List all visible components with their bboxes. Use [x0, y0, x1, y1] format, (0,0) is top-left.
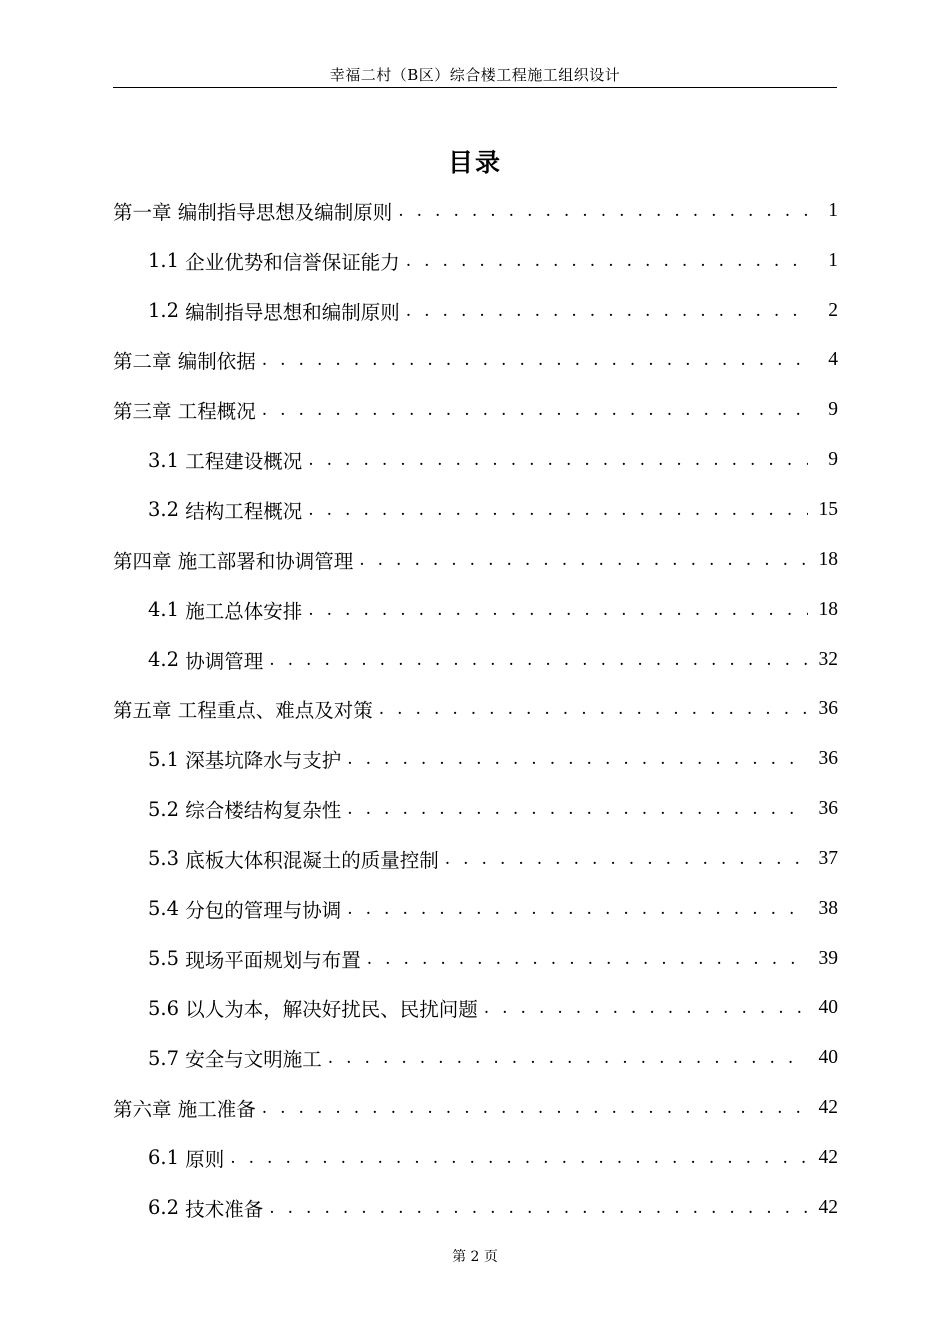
dot-leader: [347, 899, 808, 919]
toc-entry-label: 编制依据: [177, 350, 256, 374]
toc-chapter-entry[interactable]: [113, 336, 838, 386]
toc-entry-label: 以人为本，解决好扰民、民扰问题: [185, 998, 478, 1022]
toc-entry-number: 5.4: [148, 897, 180, 921]
toc-entry-page: 18: [818, 598, 838, 620]
toc-section-entry[interactable]: [113, 884, 838, 934]
toc-section-entry[interactable]: [113, 934, 838, 984]
toc-entry-label: 工程概况: [177, 400, 256, 424]
toc-section-entry[interactable]: [113, 236, 838, 286]
running-header: 幸福二村（B区）综合楼工程施工组织设计: [329, 66, 621, 84]
toc-entry-page: 1: [828, 249, 838, 271]
toc-section-entry[interactable]: [113, 1183, 838, 1233]
dot-leader: [308, 500, 808, 520]
toc-entry-number: 第六章: [113, 1098, 172, 1122]
toc-chapter-entry[interactable]: [113, 385, 838, 435]
toc-entry-number: 1.2: [148, 299, 180, 323]
toc-section-entry[interactable]: [113, 286, 838, 336]
table-of-contents: [113, 186, 838, 1233]
dot-leader: [406, 301, 808, 321]
toc-entry-label: 施工准备: [177, 1098, 256, 1122]
toc-entry-label: 施工部署和协调管理: [177, 549, 354, 573]
toc-entry-label: 工程建设概况: [185, 450, 303, 474]
dot-leader: [262, 400, 808, 420]
toc-entry-page: 18: [818, 548, 838, 570]
toc-section-entry[interactable]: [113, 585, 838, 635]
toc-entry-number: 5.3: [148, 847, 180, 871]
toc-entry-page: 36: [818, 748, 838, 770]
toc-entry-page: 42: [818, 1196, 838, 1218]
toc-entry-number: 5.7: [148, 1046, 180, 1070]
dot-leader: [308, 450, 808, 470]
toc-chapter-entry[interactable]: [113, 186, 838, 236]
toc-entry-page: 42: [818, 1146, 838, 1168]
toc-entry-label: 安全与文明施工: [185, 1048, 322, 1072]
toc-entry-label: 施工总体安排: [185, 599, 303, 623]
toc-entry-label: 深基坑降水与支护: [185, 749, 342, 773]
toc-entry-number: 3.2: [148, 498, 180, 522]
toc-entry-page: 42: [818, 1097, 838, 1119]
toc-section-entry[interactable]: [113, 635, 838, 685]
toc-chapter-entry[interactable]: [113, 535, 838, 585]
toc-section-entry[interactable]: [113, 485, 838, 535]
toc-section-entry[interactable]: [113, 435, 838, 485]
toc-entry-number: 第四章: [113, 549, 172, 573]
toc-entry-page: 36: [818, 698, 838, 720]
toc-entry-label: 编制指导思想和编制原则: [185, 300, 400, 324]
dot-leader: [445, 849, 808, 869]
toc-entry-number: 6.1: [148, 1146, 180, 1170]
toc-entry-page: 39: [818, 947, 838, 969]
toc-entry-number: 第五章: [113, 699, 172, 723]
dot-leader: [230, 1148, 808, 1168]
dot-leader: [379, 699, 808, 719]
toc-entry-label: 底板大体积混凝土的质量控制: [185, 848, 439, 872]
toc-section-entry[interactable]: [113, 734, 838, 784]
toc-section-entry[interactable]: [113, 834, 838, 884]
toc-entry-page: 2: [828, 299, 838, 321]
toc-entry-label: 综合楼结构复杂性: [185, 799, 342, 823]
dot-leader: [347, 799, 808, 819]
dot-leader: [367, 949, 808, 969]
toc-section-entry[interactable]: [113, 984, 838, 1034]
dot-leader: [484, 998, 808, 1018]
toc-entry-page: 40: [818, 1047, 838, 1069]
toc-section-entry[interactable]: [113, 784, 838, 834]
dot-leader: [269, 650, 808, 670]
dot-leader: [269, 1198, 808, 1218]
toc-entry-page: 15: [818, 498, 838, 520]
dot-leader: [262, 350, 808, 370]
toc-entry-page: 4: [828, 349, 838, 371]
toc-entry-number: 5.1: [148, 747, 180, 771]
toc-entry-number: 4.1: [148, 598, 180, 622]
toc-entry-number: 5.2: [148, 797, 180, 821]
toc-entry-label: 协调管理: [185, 649, 264, 673]
toc-entry-page: 32: [818, 648, 838, 670]
toc-entry-page: 9: [828, 399, 838, 421]
toc-entry-number: 3.1: [148, 448, 180, 472]
toc-entry-label: 工程重点、难点及对策: [177, 699, 373, 723]
toc-entry-page: 40: [818, 997, 838, 1019]
dot-leader: [398, 201, 808, 221]
toc-entry-number: 4.2: [148, 648, 180, 672]
toc-chapter-entry[interactable]: [113, 684, 838, 734]
dot-leader: [359, 550, 808, 570]
toc-entry-number: 6.2: [148, 1196, 180, 1220]
toc-entry-label: 编制指导思想及编制原则: [177, 200, 393, 224]
toc-entry-number: 1.1: [148, 249, 180, 273]
toc-entry-label: 分包的管理与协调: [185, 898, 342, 922]
toc-entry-number: 5.5: [148, 947, 180, 971]
dot-leader: [406, 251, 808, 271]
toc-entry-number: 5.6: [148, 996, 180, 1020]
toc-entry-page: 36: [818, 798, 838, 820]
toc-section-entry[interactable]: [113, 1133, 838, 1183]
page-number: 第 2 页: [452, 1249, 498, 1265]
dot-leader: [328, 1048, 808, 1068]
toc-entry-number: 第三章: [113, 400, 172, 424]
toc-section-entry[interactable]: [113, 1033, 838, 1083]
toc-entry-page: 38: [818, 897, 838, 919]
toc-entry-label: 原则: [185, 1147, 225, 1171]
toc-entry-page: 37: [818, 847, 838, 869]
toc-entry-number: 第一章: [113, 200, 172, 224]
toc-entry-label: 现场平面规划与布置: [185, 948, 361, 972]
toc-entry-page: 9: [828, 449, 838, 471]
toc-title: 目录: [447, 148, 502, 177]
header-rule: [113, 87, 837, 88]
toc-entry-label: 结构工程概况: [185, 499, 303, 523]
toc-entry-label: 企业优势和信誉保证能力: [185, 250, 400, 274]
toc-entry-page: 1: [828, 199, 838, 221]
toc-entry-number: 第二章: [113, 350, 172, 374]
dot-leader: [347, 749, 808, 769]
dot-leader: [308, 600, 808, 620]
dot-leader: [262, 1098, 808, 1118]
toc-entry-label: 技术准备: [185, 1197, 264, 1221]
toc-chapter-entry[interactable]: [113, 1083, 838, 1133]
